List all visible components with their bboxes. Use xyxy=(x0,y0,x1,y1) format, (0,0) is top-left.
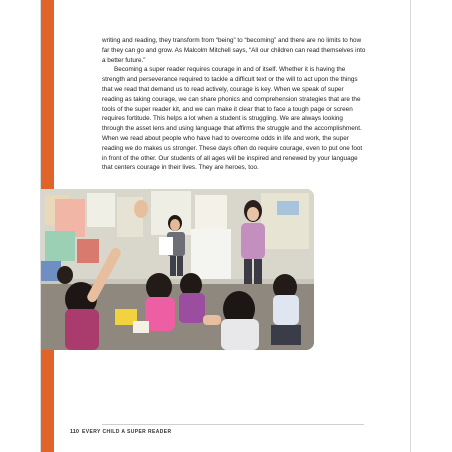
footer-rule xyxy=(102,424,364,425)
running-head: EVERY CHILD A SUPER READER xyxy=(82,429,172,435)
body-text xyxy=(102,36,366,173)
paragraph-continuation: writing and reading, they transform from “being” to “becoming” and there are no limits to how far they can go and grow. As Malcolm Mitchell says, “All our children can read themselves into a better future.” xyxy=(102,37,366,64)
classroom-photo xyxy=(41,189,314,350)
classroom-photo-illustration xyxy=(41,189,314,350)
paragraph-courage: Becoming a super reader requires courage in and of itself. Whether it is having the strength and perseverance required to tackle a difficult text or the will to act upon the things that we read that demand us to read actively, courage is key. When we speak of super reading as taking courage, we can share phonics and comprehension strategies that are the tools of the super reader kit, and we can make it clear that to face a tough page or screen requires fortitude. This helps a lot when a student is struggling. We are always looking through the asset lens and using language that affirms the struggle and the accomplishment. When we read about people who have had to overcome odds in life and work, the super reading we do makes us stronger. These days often do require courage, even to put one foot in front of the other. Our students of all ages will be inspired and renewed by your language that centers courage in their lives. They are heroes, too. xyxy=(102,66,363,172)
page-number: 110 xyxy=(70,429,79,435)
